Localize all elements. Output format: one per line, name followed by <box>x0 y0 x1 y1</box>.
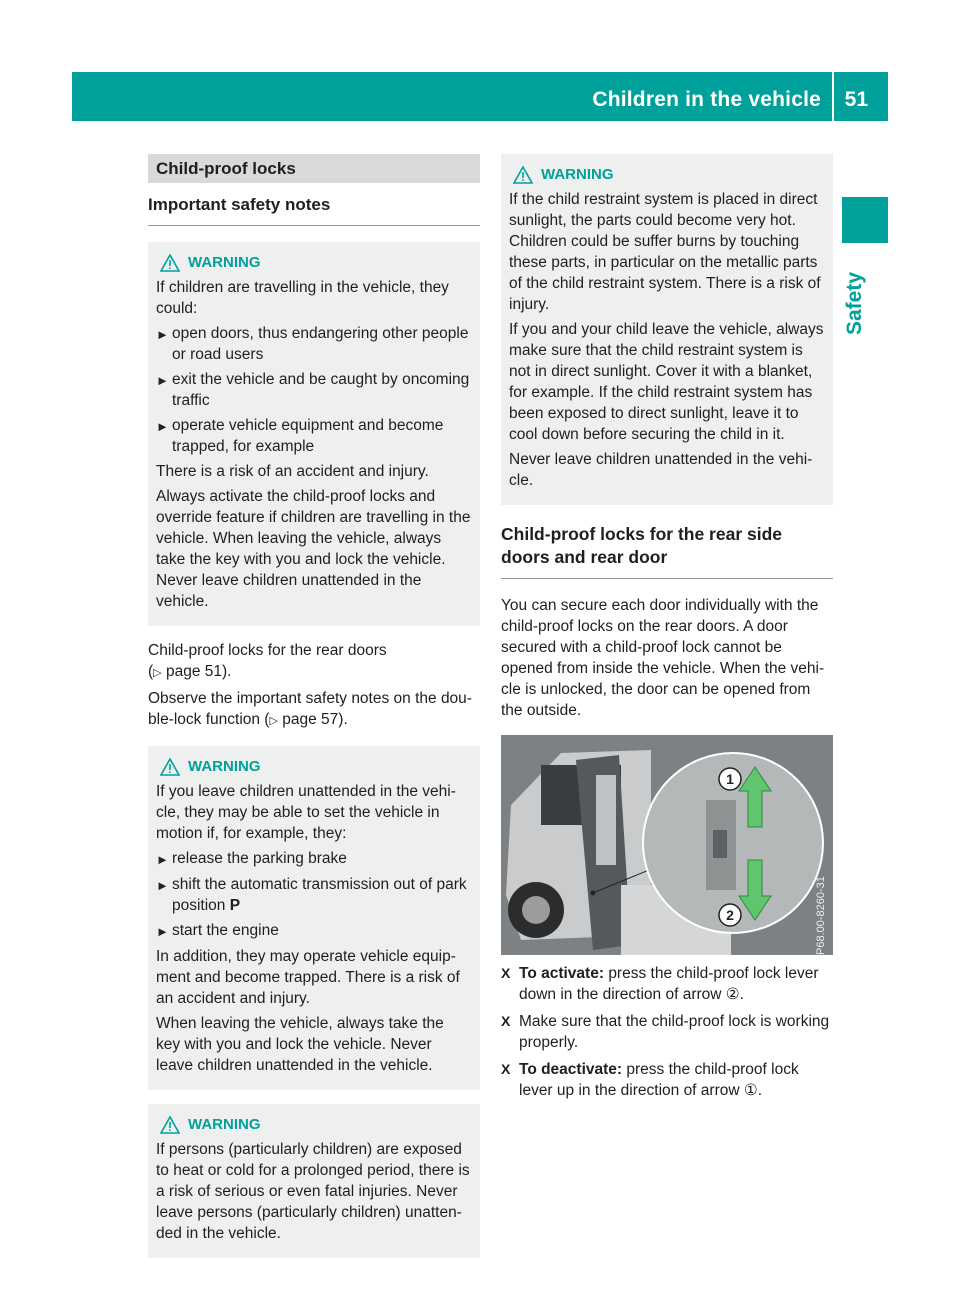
vehicle-illustration <box>501 735 833 955</box>
subheading-safety-notes: Important safety notes <box>148 193 480 226</box>
warning-header <box>156 756 472 777</box>
wheel-rim <box>522 896 550 924</box>
warning-triangle-icon <box>160 758 180 776</box>
step-marker-icon: X <box>501 1061 511 1077</box>
warning-triangle-icon <box>160 254 180 272</box>
warning-triangle-icon <box>513 166 533 184</box>
body-paragraph: Child-proof locks for the rear doors (▷ page 51). <box>148 642 387 680</box>
bullet-icon: ► <box>156 373 169 388</box>
left-column <box>148 154 480 1268</box>
bullet-icon: ► <box>156 878 169 893</box>
page-reference-link[interactable]: page 57). <box>282 711 348 728</box>
warning-box <box>501 154 833 505</box>
warning-text: If you and your child leave the vehicle, always make sure that the child restraint system is not in direct sunlight. Cover it with a blanket, for example. If the child restraint system has been exposed to direct sunlight, leave it to cool down before securing the child in it. <box>509 321 824 443</box>
warning-text: If persons (particularly children) are exposed to heat or cold for a prolonged period, there is a risk of serious or even fatal injuries. Never leave persons (particularly children) unatten-ded in the vehicle. <box>156 1141 470 1242</box>
step-marker-icon: X <box>501 1013 511 1029</box>
page-number: 51 <box>844 88 868 111</box>
figure-code: P68.00-8260-31 <box>815 876 827 955</box>
page-ref-arrow-icon: ▷ <box>269 715 278 727</box>
instruction-step: X To activate: press the child-proof lock lever down in the direction of arrow ②. <box>501 965 819 1003</box>
bullet-item: ► open doors, thus endangering other people or road users <box>156 325 469 363</box>
warning-text: There is a risk of an accident and injury. <box>156 463 429 480</box>
warning-text: In addition, they may operate vehicle equip-ment and become trapped. There is a risk of an accident and injury. <box>156 948 460 1007</box>
bullet-item: ► operate vehicle equipment and become trapped, for example <box>156 417 444 455</box>
bullet-icon: ► <box>156 327 169 342</box>
bullet-item: ► shift the automatic transmission out of park position P <box>156 876 467 914</box>
bullet-icon: ► <box>156 852 169 867</box>
door-panel <box>596 775 616 865</box>
warning-box <box>148 746 480 1090</box>
lock-lever <box>713 830 727 858</box>
page-ref-arrow-icon: ▷ <box>153 667 162 679</box>
bullet-item: ► start the engine <box>156 920 472 942</box>
subheading-rear-doors: Child-proof locks for the rear side doors and rear door <box>501 523 833 579</box>
bullet-item: ► exit the vehicle and be caught by oncoming traffic <box>156 371 470 409</box>
callout-1-label: 1 <box>726 771 734 787</box>
warning-label: WARNING <box>188 254 261 271</box>
body-paragraph: You can secure each door individually with the child-proof locks on the rear doors. A door secured with a child-proof lock cannot be opened from inside the vehicle. When the vehi-cle is unlocked, the door can be opened from the outside. <box>501 597 825 719</box>
instruction-step: X To deactivate: press the child-proof lock lever up in the direction of arrow ①. <box>501 1061 799 1099</box>
warning-header <box>156 1114 472 1135</box>
warning-box <box>148 1104 480 1258</box>
section-tab-marker <box>842 197 888 243</box>
section-title: Child-proof locks <box>148 154 480 183</box>
bullet-icon: ► <box>156 924 169 939</box>
warning-label: WARNING <box>541 166 614 183</box>
warning-text: When leaving the vehicle, always take the key with you and lock the vehicle. Never leave children unattended in the vehicle. <box>156 1015 444 1074</box>
warning-header <box>156 252 472 273</box>
instruction-step: X Make sure that the child-proof lock is working properly. <box>501 1013 830 1051</box>
warning-text: If the child restraint system is placed in direct sunlight, the parts could become very hot. Children could be suffer burns by touching these parts, in particular on the metallic parts of the child restraint system. There is a risk of injury. <box>509 191 821 313</box>
callout-point <box>591 891 596 896</box>
callout-2-label: 2 <box>726 907 734 923</box>
bullet-item: ► release the parking brake <box>156 848 472 870</box>
page-reference-link[interactable]: page 51). <box>165 663 232 680</box>
warning-text: If children are travelling in the vehicle, they could: <box>156 279 449 317</box>
section-tab-label: Safety <box>843 271 866 335</box>
bullet-icon: ► <box>156 419 169 434</box>
warning-text: If you leave children unattended in the vehi-cle, they may be able to set the vehicle in motion if, for example, they: <box>156 783 456 842</box>
vehicle-door-figure <box>501 735 833 955</box>
warning-text: Never leave children unattended in the vehi-cle. <box>509 451 813 489</box>
warning-text: Always activate the child-proof locks and override feature if children are travelling in the vehicle. When leaving the vehicle, always take the key with you and lock the vehicle. Never leave children unattended in the vehicle. <box>156 488 471 610</box>
warning-label: WARNING <box>188 758 261 775</box>
header-divider <box>832 72 834 121</box>
chapter-title: Children in the vehicle <box>592 88 821 111</box>
step-marker-icon: X <box>501 965 511 981</box>
body-paragraph: Observe the important safety notes on the dou-ble-lock function (▷ page 57). <box>148 690 472 728</box>
warning-label: WARNING <box>188 1116 261 1133</box>
warning-header <box>509 164 825 185</box>
page-header <box>72 72 888 121</box>
right-column <box>501 154 833 1107</box>
warning-box <box>148 242 480 626</box>
warning-triangle-icon <box>160 1116 180 1134</box>
